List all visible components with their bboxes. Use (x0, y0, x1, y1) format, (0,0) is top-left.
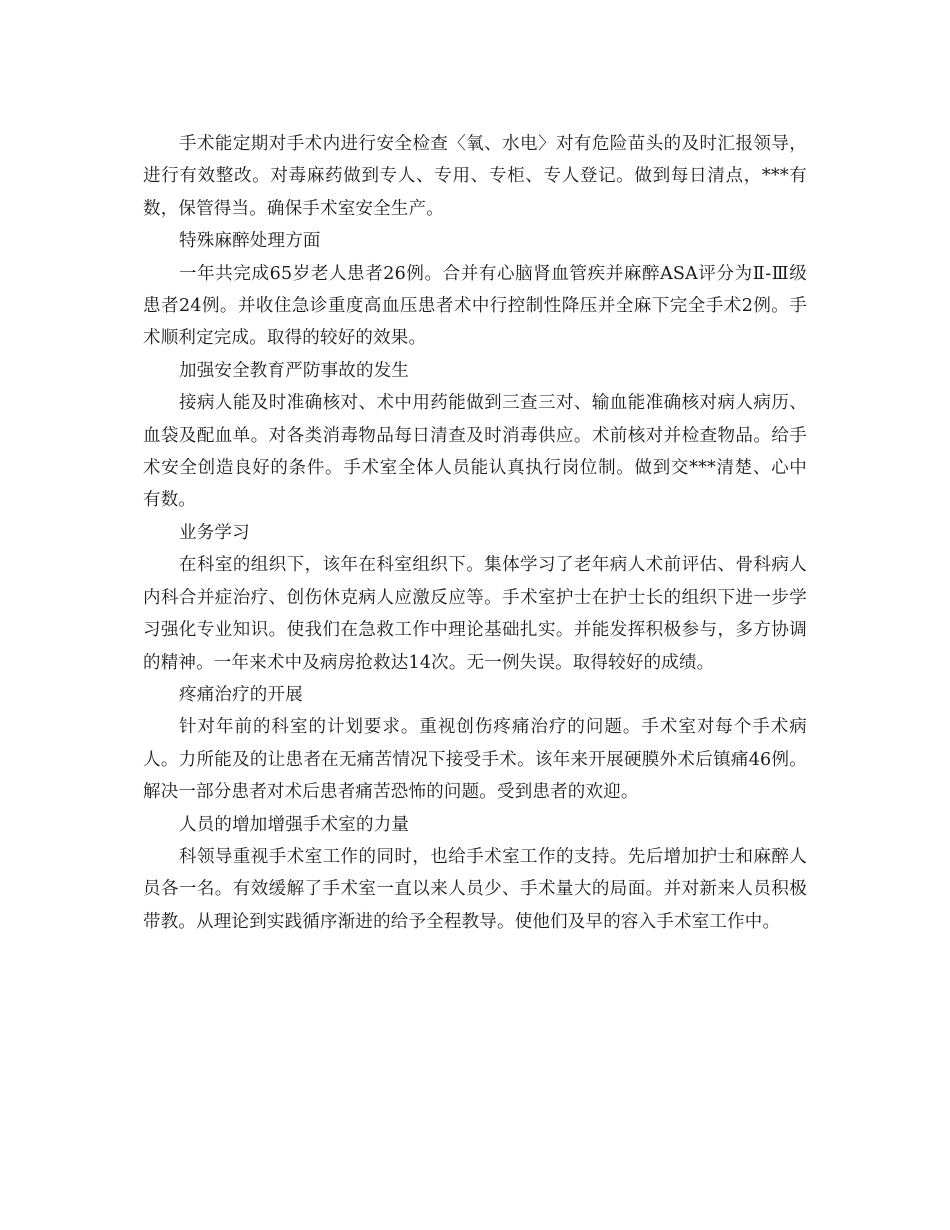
paragraph-professional-study: 在科室的组织下，该年在科室组织下。集体学习了老年病人术前评估、骨科病人内科合并症治疗、创伤休克病人应激反应等。手术室护士在护士长的组织下进一步学习强化专业知识。使我们在急救工作中理论基础扎实。并能发挥积极参与，多方协调的精神。一年来术中及病房抢救达14次。无一例失误。取得较好的成绩。 (143, 555, 807, 673)
paragraph-special-anesthesia: 一年共完成65岁老人患者26例。合并有心脑肾血管疾并麻醉ASA评分为Ⅱ-Ⅲ级患者24例。并收住急诊重度高血压患者术中行控制性降压并全麻下完全手术2例。手术顺利定完成。取得的较好的效果。 (143, 263, 807, 349)
paragraph-safety-check: 手术能定期对手术内进行安全检查〈氧、水电〉对有危险苗头的及时汇报领导，进行有效整改。对毒麻药做到专人、专用、专柜、专人登记。做到每日清点，***有数，保管得当。确保手术室安全生产。 (143, 134, 807, 219)
heading-professional-study: 业务学习 (179, 522, 250, 543)
heading-special-anesthesia: 特殊麻醉处理方面 (179, 231, 321, 252)
paragraph-staff-increase: 科领导重视手术室工作的同时，也给手术室工作的支持。先后增加护士和麻醉人员各一名。有效缓解了手术室一直以来人员少、手术量大的局面。并对新来人员积极带教。从理论到实践循序渐进的给予全程教导。使他们及早的容入手术室工作中。 (143, 846, 807, 932)
heading-staff-increase: 人员的增加增强手术室的力量 (179, 814, 410, 835)
heading-pain-treatment: 疼痛治疗的开展 (179, 684, 303, 705)
heading-safety-education: 加强安全教育严防事故的发生 (179, 360, 410, 381)
paragraph-safety-education: 接病人能及时准确核对、术中用药能做到三查三对、输血能准确核对病人病历、血袋及配血单。对各类消毒物品每日清查及时消毒供应。术前核对并检查物品。给手术安全创造良好的条件。手术室全体人员能认真执行岗位制。做到交***清楚、心中有数。 (143, 393, 807, 511)
paragraph-pain-treatment: 针对年前的科室的计划要求。重视创伤疼痛治疗的问题。手术室对每个手术病人。力所能及的让患者在无痛苦情况下接受手术。该年来开展硬膜外术后镇痛46例。解决一部分患者对术后患者痛苦恐怖的问题。受到患者的欢迎。 (143, 717, 807, 803)
document-body (143, 128, 807, 938)
